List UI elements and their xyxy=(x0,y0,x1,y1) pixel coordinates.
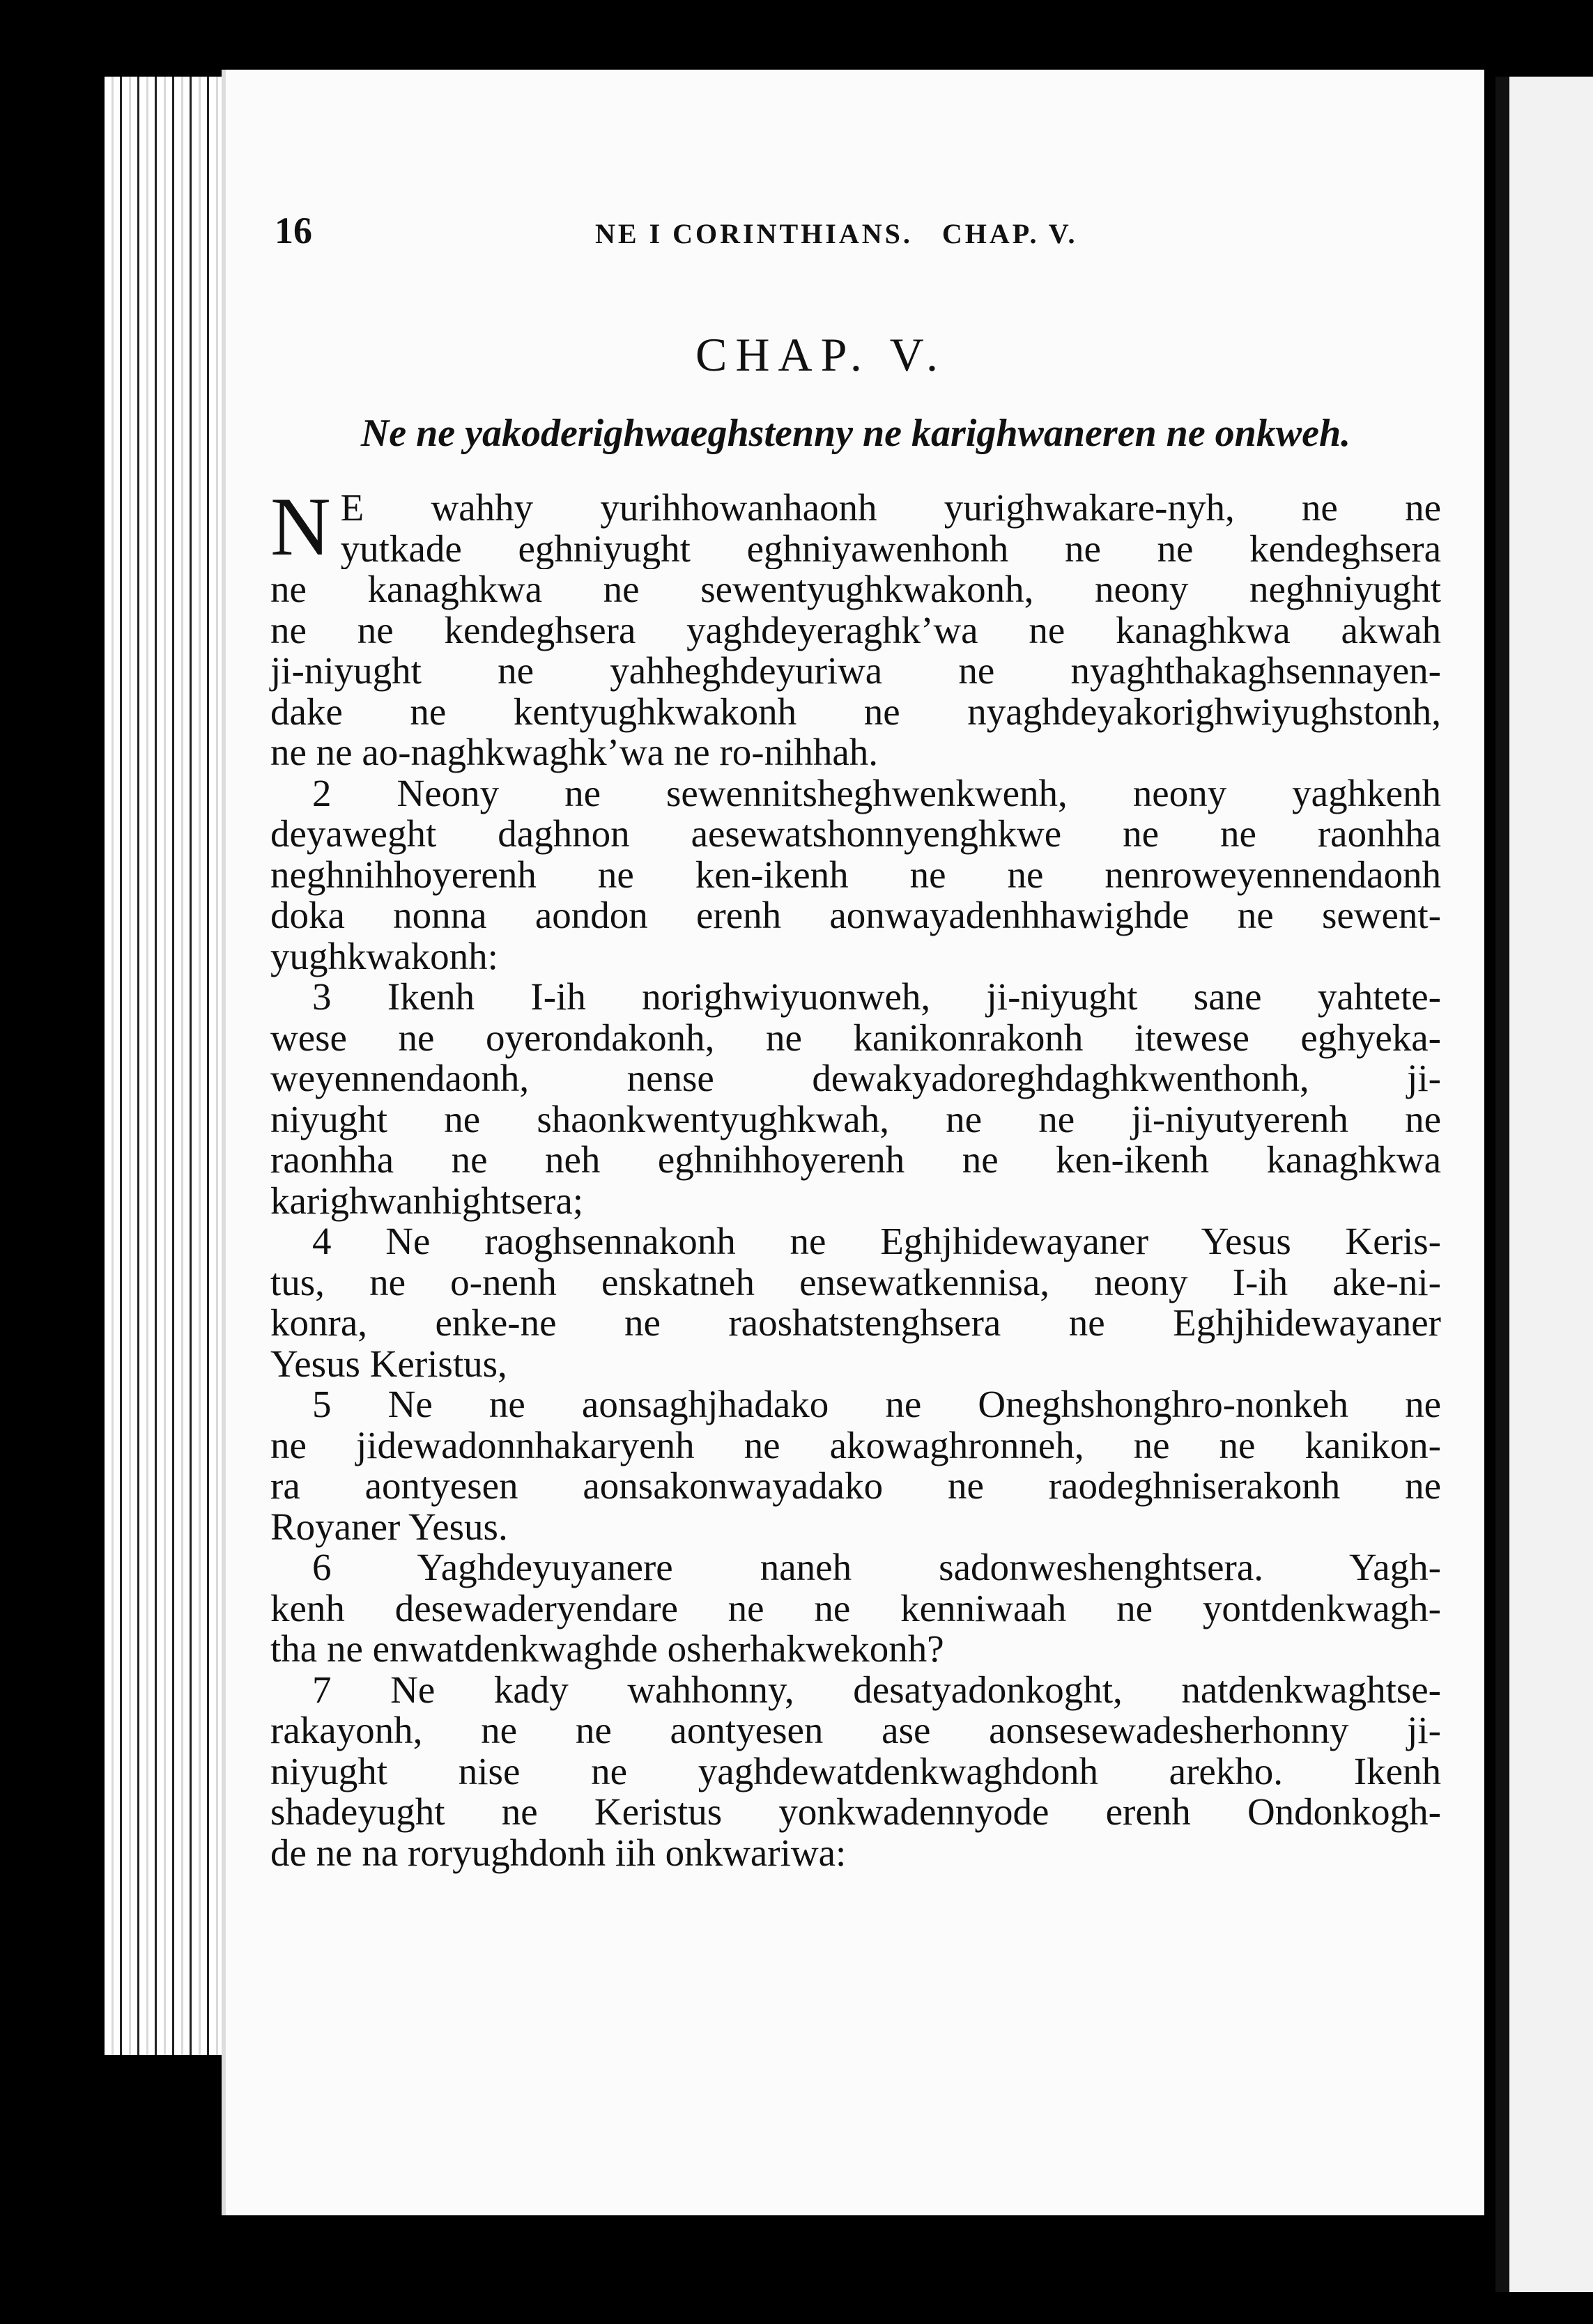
verse-2-line: neghnihhoyerenh ne ken-ikenh ne ne nenroweyennendaonh xyxy=(270,853,1441,896)
verse-4-line: tus, ne o-nenh enskatneh ensewatkennisa, neony I-ih ake-ni- xyxy=(270,1260,1441,1303)
verse-4-line: konra, enke-ne ne raoshatstenghsera ne Eghjhidewayaner xyxy=(270,1301,1441,1344)
verse-1 xyxy=(270,488,1441,569)
verse-3-line: niyught ne shaonkwentyughkwah, ne ne ji-niyutyerenh ne xyxy=(270,1097,1441,1140)
verse-4-line: 4 Ne raoghsennakonh ne Eghjhidewayaner Yesus Keris- xyxy=(312,1220,1441,1262)
verse-line: ne ne ao-naghkwaghk’wa ne ro-nihhah. xyxy=(270,731,879,773)
verse-7-line: shadeyught ne Keristus yonkwadennyode erenh Ondonkogh- xyxy=(270,1790,1441,1833)
verse-line: ji-niyught ne yahheghdeyuriwa ne nyaghthakaghsennayen- xyxy=(270,649,1441,692)
verse-7-line: de ne na roryughdonh iih onkwariwa: xyxy=(270,1831,847,1874)
verse-6-line: kenh desewaderyendare ne ne kenniwaah ne yontdenkwagh- xyxy=(270,1586,1441,1629)
book-page xyxy=(222,70,1484,2215)
verse-5-line: ra aontyesen aonsakonwayadako ne raodeghniserakonh ne xyxy=(270,1464,1441,1507)
verse-5-line: Royaner Yesus. xyxy=(270,1505,508,1548)
verse-line: yutkade eghniyught eghniyawenhonh ne ne kendeghsera xyxy=(340,527,1441,569)
facing-page-edge xyxy=(1495,77,1593,2292)
verse-line: dake ne kentyughkwakonh ne nyaghdeyakorighwiyughstonh, xyxy=(270,690,1441,733)
verse-5-line: ne jidewadonnhakaryenh ne akowaghronneh, ne ne kanikon- xyxy=(270,1423,1441,1466)
drop-cap: N xyxy=(270,488,331,569)
chapter-body xyxy=(270,488,1441,1873)
verse-5-line: 5 Ne ne aonsaghjhadako ne Oneghshonghro-nonkeh ne xyxy=(312,1383,1441,1425)
verse-line: ne ne kendeghsera yaghdeyeraghk’wa ne kanaghkwa akwah xyxy=(270,608,1441,651)
verse-2-line: deyaweght daghnon aesewatshonnyenghkwe ne ne raonhha xyxy=(270,812,1441,855)
verse-7-line: niyught nise ne yaghdewatdenkwaghdonh arekho. Ikenh xyxy=(270,1749,1441,1792)
verse-3-line: 3 Ikenh I-ih norighwiyuonweh, ji-niyught sane yahtete- xyxy=(312,975,1441,1018)
verse-6-line: 6 Yaghdeyuyanere naneh sadonweshenghtsera. Yagh- xyxy=(312,1546,1441,1588)
verse-7-line: 7 Ne kady wahhonny, desatyadonkoght, natdenkwaghtse- xyxy=(312,1668,1441,1711)
verse-4-line: Yesus Keristus, xyxy=(270,1342,507,1385)
verse-line: E wahhy yurihhowanhaonh yurighwakare-nyh, ne ne xyxy=(340,488,1441,529)
running-head xyxy=(275,209,1271,265)
verse-2-line: doka nonna aondon erenh aonwayadenhhawighde ne sewent- xyxy=(270,894,1441,936)
verse-3-line: wese ne oyerondakonh, ne kanikonrakonh itewese eghyeka- xyxy=(270,1016,1441,1059)
verse-7-line: rakayonh, ne ne aontyesen ase aonsesewadesherhonny ji- xyxy=(270,1709,1441,1751)
book-page-edges xyxy=(105,77,237,2055)
verse-3-line: karighwanhightsera; xyxy=(270,1179,584,1222)
verse-3-line: weyennendaonh, nense dewakyadoreghdaghkwenthonh, ji- xyxy=(270,1057,1441,1099)
chapter-subtitle: Ne ne yakoderighwaeghstenny ne karighwaneren ne onkweh. xyxy=(360,412,1351,455)
page-number: 16 xyxy=(275,210,312,251)
verse-6-line: tha ne enwatdenkwaghde osherhakwekonh? xyxy=(270,1627,944,1670)
verse-line: ne kanaghkwa ne sewentyughkwakonh, neony neghniyught xyxy=(270,568,1441,610)
verse-2-line: yughkwakonh: xyxy=(270,934,498,977)
verse-2-line: 2 Neony ne sewennitsheghwenkwenh, neony yaghkenh xyxy=(312,771,1441,814)
chapter-title: CHAP. V. xyxy=(695,328,946,381)
running-title: NE I CORINTHIANS. CHAP. V. xyxy=(595,218,1078,249)
verse-3-line: raonhha ne neh eghnihhoyerenh ne ken-ikenh kanaghkwa xyxy=(270,1138,1441,1181)
